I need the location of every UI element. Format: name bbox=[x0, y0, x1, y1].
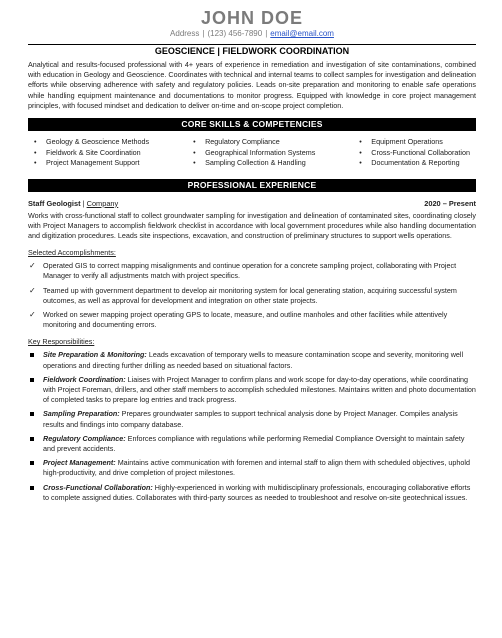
skills-grid bbox=[28, 131, 476, 175]
contact-phone: (123) 456-7890 bbox=[207, 29, 263, 38]
square-bullet-icon bbox=[30, 378, 34, 382]
responsibility-item bbox=[28, 434, 476, 454]
responsibility-text: Prepares groundwater samples to support technical analysis done by Project Manager. Compiles analysis results and findings into company database. bbox=[43, 409, 458, 429]
responsibility-text: Maintains active communication with foremen and internal staff to align them with scheduled objectives, uphold high-productivity, and drive completion of project milestones. bbox=[43, 458, 470, 478]
skills-column-3 bbox=[359, 137, 470, 169]
checkmark-icon: ✓ bbox=[29, 309, 36, 319]
responsibility-label: Sampling Preparation: bbox=[43, 409, 120, 419]
accomplishment-text: Teamed up with government department to develop air monitoring system for local generating station, acquiring successful system outcomes, as well as approval for development and integration on other state projects. bbox=[43, 285, 457, 305]
responsibility-text: Leads excavation of temporary wells to measure contamination scope and severity, monitoring well operations and directing further drilling as needed based on situational factors. bbox=[43, 350, 464, 370]
job-title-line bbox=[28, 199, 118, 208]
job-company: Company bbox=[86, 198, 119, 208]
contact-separator: | bbox=[265, 29, 268, 38]
summary-paragraph: Analytical and results-focused professional with 4+ years of experience in remediation and investigation of site contaminations, combined with education in Geology and Geoscience. Coordinates with technical and internal teams to collect samples for investigation and delineation efforts while observing adherence with safety and regulatory policies. Leads on-site preparation and monitoring to enable safe operations while handling equipment maintenance and documentations to monitor progress. Equipped with knowledge in core project management principles, with focused mindset and dedication to deliver on-time and on-scope project completion. bbox=[28, 60, 476, 110]
headline-section bbox=[28, 42, 476, 58]
accomplishments-list bbox=[28, 261, 476, 330]
skills-column-1 bbox=[34, 137, 149, 169]
accomplishment-item bbox=[28, 261, 476, 281]
responsibility-text: Liaises with Project Manager to confirm plans and work scope for day-to-day operations, while coordinating with Project Foreman, drillers, and other staff members to accomplish scheduled milestones. Maintains written and photo documentation of completed tasks to prepare log entries and track progress. bbox=[43, 374, 476, 405]
experience-section-heading: PROFESSIONAL EXPERIENCE bbox=[28, 179, 476, 192]
contact-line bbox=[28, 28, 476, 39]
accomplishments-heading: Selected Accomplishments: bbox=[28, 248, 116, 258]
responsibility-label: Regulatory Compliance: bbox=[43, 433, 126, 443]
job-description: Works with cross-functional staff to collect groundwater sampling for investigation and delineation of contaminated sites, coordinating closely with Project Managers to accomplish fieldwork checklist in accordance with local government procedures while also handling documentation and digitization procedures. Leads site inspections, excavation, and construction of preliminary structures to support wells operations. bbox=[28, 210, 476, 240]
accomplishment-text: Worked on sewer mapping project operating GPS to locate, measure, and outline manholes and other facilities while attentively monitoring and documenting errors. bbox=[43, 309, 448, 330]
contact-separator: | bbox=[202, 29, 205, 38]
responsibility-label: Cross-Functional Collaboration: bbox=[43, 482, 153, 492]
checkmark-icon: ✓ bbox=[29, 285, 36, 295]
responsibility-item bbox=[28, 483, 476, 503]
responsibility-item bbox=[28, 350, 476, 370]
contact-email-link[interactable]: email@email.com bbox=[270, 29, 334, 38]
job-role: Staff Geologist bbox=[28, 198, 81, 208]
responsibilities-list bbox=[28, 350, 476, 503]
square-bullet-icon bbox=[30, 412, 34, 416]
square-bullet-icon bbox=[30, 486, 34, 490]
responsibility-text: Enforces compliance with regulations while performing Remedial Compliance Oversight to maintain safety and prevent accidents. bbox=[43, 433, 465, 453]
skill-item: • Geographical Information Systems bbox=[193, 148, 315, 159]
square-bullet-icon bbox=[30, 437, 34, 441]
responsibility-item bbox=[28, 375, 476, 406]
professional-headline: GEOSCIENCE | FIELDWORK COORDINATION bbox=[154, 46, 350, 56]
responsibility-text: Highly-experienced in working with multidisciplinary professionals, encouraging collaborative efforts to complete assigned duties. Collaborates with third-party sources as needed to troubleshoot and resolve on-site geotechnical issues. bbox=[43, 482, 471, 502]
skill-item: • Geology & Geoscience Methods bbox=[34, 137, 149, 148]
skill-item: • Documentation & Reporting bbox=[359, 158, 470, 169]
square-bullet-icon bbox=[30, 353, 34, 357]
skill-item: • Cross-Functional Collaboration bbox=[359, 148, 470, 159]
skill-item: • Sampling Collection & Handling bbox=[193, 158, 315, 169]
responsibility-label: Project Management: bbox=[43, 458, 116, 468]
candidate-name: JOHN DOE bbox=[200, 8, 304, 28]
checkmark-icon: ✓ bbox=[29, 261, 36, 271]
skill-item: • Regulatory Compliance bbox=[193, 137, 315, 148]
job-separator: | bbox=[82, 198, 85, 208]
skills-section-heading: CORE SKILLS & COMPETENCIES bbox=[28, 118, 476, 131]
skill-item: • Project Management Support bbox=[34, 158, 149, 169]
skill-item: • Equipment Operations bbox=[359, 137, 470, 148]
skill-item: • Fieldwork & Site Coordination bbox=[34, 148, 149, 159]
accomplishment-item bbox=[28, 286, 476, 306]
responsibility-label: Fieldwork Coordination: bbox=[43, 374, 126, 384]
job-header bbox=[28, 199, 476, 208]
responsibilities-heading: Key Responsibilities: bbox=[28, 337, 95, 347]
responsibility-item bbox=[28, 458, 476, 478]
accomplishment-text: Operated GIS to correct mapping misalignments and continue operation for a concrete sampling project, collaborating with Project Manager to verify all adjustments match with project specifics. bbox=[43, 261, 457, 281]
responsibility-label: Site Preparation & Monitoring: bbox=[43, 350, 147, 360]
job-dates: 2020 – Present bbox=[424, 198, 476, 208]
accomplishment-item bbox=[28, 310, 476, 330]
square-bullet-icon bbox=[30, 461, 34, 465]
responsibility-item bbox=[28, 409, 476, 429]
contact-address: Address bbox=[170, 29, 200, 38]
skills-column-2 bbox=[193, 137, 315, 169]
